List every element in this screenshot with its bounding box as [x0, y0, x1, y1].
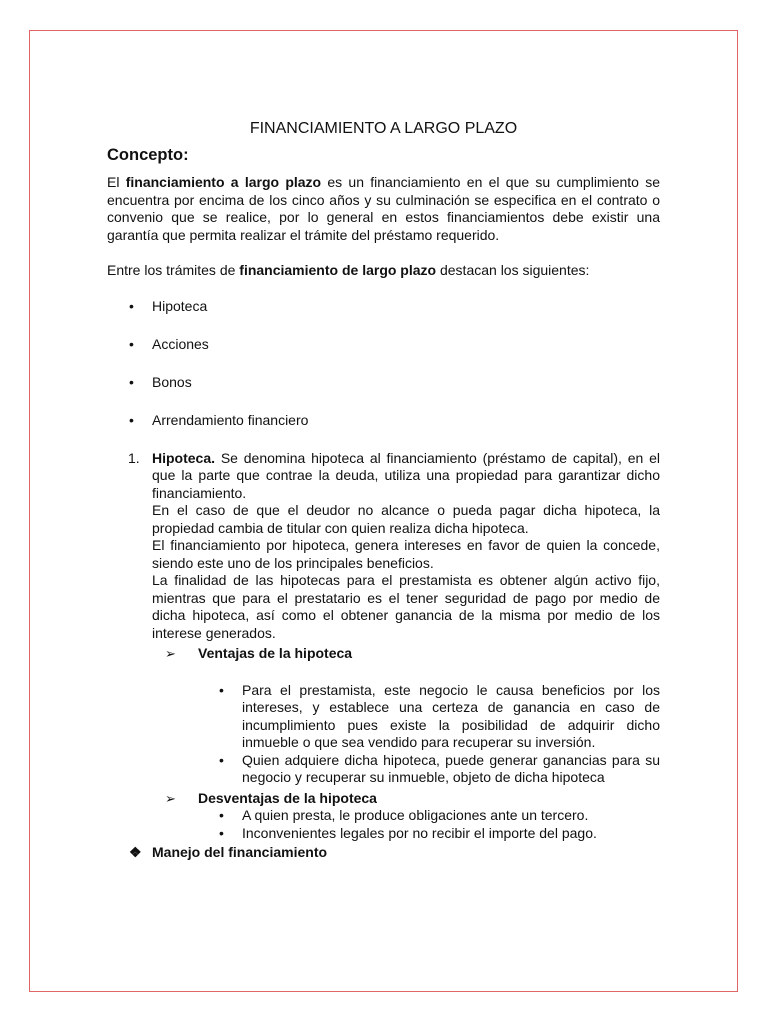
list-item: [107, 752, 660, 787]
arrow-bullet-icon: ➢: [165, 646, 176, 661]
bullet-icon: •: [129, 335, 134, 352]
desventajas-list: [107, 807, 660, 842]
bullet-icon: •: [219, 807, 224, 823]
list-item-label: Acciones: [152, 335, 209, 352]
list-item: [107, 336, 660, 356]
list-item-label: Hipoteca: [152, 297, 208, 314]
manejo-heading: [107, 844, 660, 862]
hipoteca-paragraph-2: En el caso de que el deudor no alcance o pueda pagar dicha hipoteca, la propiedad cambia de titular con quien realiza dicha hipoteca.: [152, 502, 660, 536]
bullet-icon: •: [129, 297, 134, 314]
list-item-label: A quien presta, le produce obligaciones ante un tercero.: [242, 807, 589, 823]
tramites-text-post: destacan los siguientes:: [436, 262, 590, 278]
hipoteca-section: [107, 450, 660, 643]
list-item-label: Arrendamiento financiero: [152, 411, 309, 428]
list-item-label: Bonos: [152, 373, 192, 390]
tramites-paragraph: [107, 262, 660, 280]
document-title: FINANCIAMIENTO A LARGO PLAZO: [249, 120, 518, 137]
ventajas-title: Ventajas de la hipoteca: [198, 645, 353, 661]
desventajas-title: Desventajas de la hipoteca: [198, 789, 377, 806]
bullet-icon: •: [219, 681, 224, 698]
hipoteca-paragraph-1: [152, 450, 660, 503]
list-item-label: Quien adquiere dicha hipoteca, puede generar ganancias para su negocio y recuperar su inmueble, objeto de dicha hipoteca: [242, 751, 660, 785]
intro-paragraph: [107, 174, 660, 244]
list-item-label: Para el prestamista, este negocio le causa beneficios por los intereses, y establece una certeza de ganancia en caso de incumplimiento pues existe la posibilidad de adquirir dicho inmueble o que sea vendido para recuperar su inversión.: [242, 681, 660, 750]
intro-text-pre: El: [107, 174, 126, 190]
ventajas-list: [107, 682, 660, 787]
intro-text-post: es un financiamiento en el que su cumplimiento se encuentra por encima de los cinco años y su culminación se especifica en el contrato o convenio que se realice, por lo general en estos financiamientos debe existir una garantía que permita realizar el trámite del préstamo requerido.: [107, 174, 660, 243]
list-item: [107, 825, 660, 843]
ventajas-heading: [107, 645, 660, 663]
hipoteca-paragraph-3: El financiamiento por hipoteca, genera intereses en favor de quien la concede, siendo este uno de los principales beneficios.: [152, 537, 660, 571]
list-item-label: Inconvenientes legales por no recibir el importe del pago.: [242, 824, 597, 841]
desventajas-heading: [107, 790, 660, 808]
tramites-text-pre: Entre los trámites de: [107, 262, 240, 278]
hipoteca-term: Hipoteca.: [152, 449, 216, 466]
tramites-text-bold: financiamiento de largo plazo: [239, 262, 437, 278]
manejo-title: Manejo del financiamiento: [152, 844, 328, 860]
list-number: 1.: [128, 449, 140, 466]
list-item: [107, 412, 660, 432]
section-heading: Concepto:: [107, 145, 189, 164]
document-body: [107, 120, 660, 862]
bullet-icon: •: [219, 824, 224, 841]
diamond-bullet-icon: ❖: [129, 844, 142, 860]
list-item: [107, 807, 660, 825]
hipoteca-definition: Se denomina hipoteca al financiamiento (préstamo de capital), en el que la parte que contrae la deuda, utiliza una propiedad para garantizar dicho financiamiento.: [152, 449, 660, 501]
hipoteca-paragraph-4: La finalidad de las hipotecas para el prestamista es obtener algún activo fijo, mientras que para el prestatario es el tener seguridad de pago por medio de dicha hipoteca, así como el obtener ganancia de la misma por medio de los interese generados.: [152, 572, 660, 641]
arrow-bullet-icon: ➢: [165, 790, 176, 806]
bullet-icon: •: [129, 373, 134, 390]
list-item: [107, 374, 660, 394]
list-item: [107, 682, 660, 752]
bullet-icon: •: [219, 751, 224, 768]
financing-types-list: [107, 298, 660, 432]
intro-text-bold: financiamiento a largo plazo: [125, 174, 322, 190]
bullet-icon: •: [129, 411, 134, 428]
list-item: [107, 298, 660, 318]
